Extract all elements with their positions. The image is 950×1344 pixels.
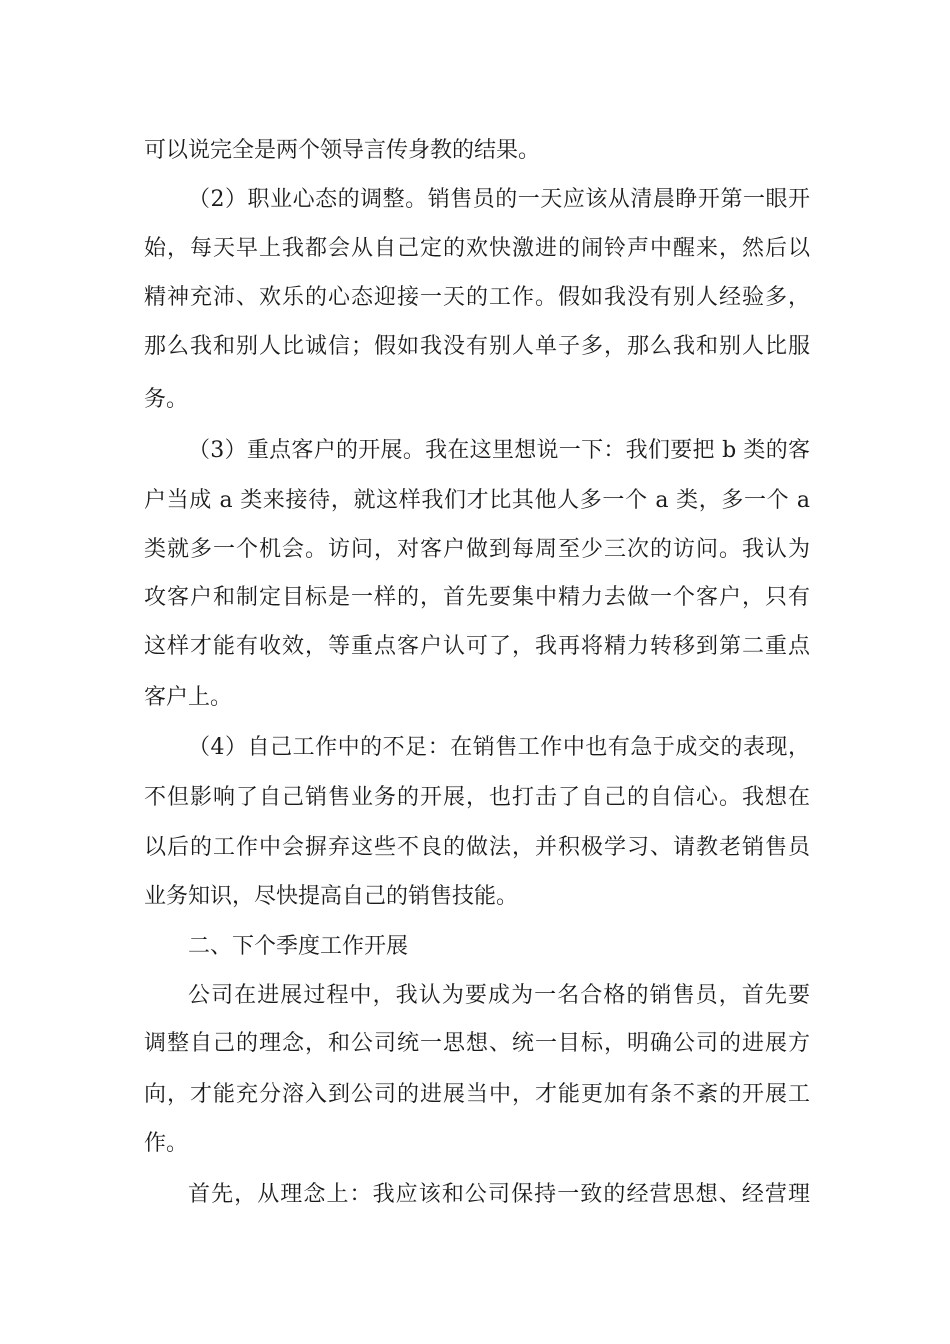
text-line-11: 这样才能有收效，等重点客户认可了，我再将精力转移到第二重点 <box>144 634 810 659</box>
text-line-10: 攻客户和制定目标是一样的，首先要集中精力去做一个客户，只有 <box>144 585 810 610</box>
text-line-8: 户当成 a 类来接待，就这样我们才比其他人多一个 a 类，多一个 a <box>144 488 810 513</box>
text-line-4: 精神充沛、欢乐的心态迎接一天的工作。假如我没有别人经验多， <box>144 285 810 310</box>
text-line-21: 作。 <box>144 1131 189 1156</box>
text-line-18: 公司在进展过程中，我认为要成为一名合格的销售员，首先要 <box>188 983 810 1008</box>
text-line-9: 类就多一个机会。访问，对客户做到每周至少三次的访问。我认为 <box>144 537 810 562</box>
text-line-16: 业务知识，尽快提高自己的销售技能。 <box>144 884 519 909</box>
text-line-15: 以后的工作中会摒弃这些不良的做法，并积极学习、请教老销售员 <box>144 835 810 860</box>
text-line-19: 调整自己的理念，和公司统一思想、统一目标，明确公司的进展方 <box>144 1031 810 1056</box>
text-line-7: （3）重点客户的开展。我在这里想说一下：我们要把 b 类的客 <box>188 438 810 463</box>
text-line-3: 始，每天早上我都会从自己定的欢快激进的闹铃声中醒来，然后以 <box>144 236 810 261</box>
text-line-2: （2）职业心态的调整。销售员的一天应该从清晨睁开第一眼开 <box>188 187 810 212</box>
text-line-6: 务。 <box>144 387 189 412</box>
text-line-13: （4）自己工作中的不足：在销售工作中也有急于成交的表现， <box>188 735 810 760</box>
text-line-20: 向，才能充分溶入到公司的进展当中，才能更加有条不紊的开展工 <box>144 1082 810 1107</box>
text-line-5: 那么我和别人比诚信；假如我没有别人单子多，那么我和别人比服 <box>144 334 810 359</box>
text-line-12: 客户上。 <box>144 685 233 710</box>
text-line-22: 首先，从理念上：我应该和公司保持一致的经营思想、经营理 <box>188 1182 810 1207</box>
text-line-14: 不但影响了自己销售业务的开展，也打击了自己的自信心。我想在 <box>144 785 810 810</box>
text-line-1: 可以说完全是两个领导言传身教的结果。 <box>144 138 541 163</box>
section-heading: 二、下个季度工作开展 <box>188 934 409 959</box>
